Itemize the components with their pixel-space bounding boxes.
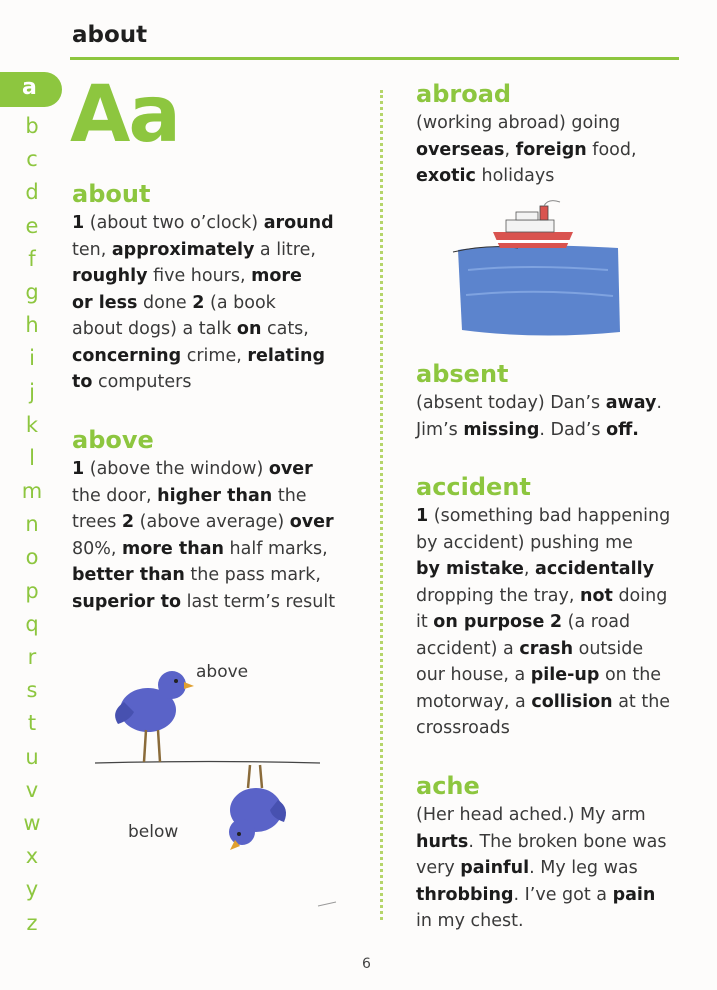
synonym: away — [605, 393, 657, 413]
column-divider — [380, 90, 383, 920]
entry-text: about dogs) a talk — [72, 319, 237, 339]
synonym: on — [236, 319, 262, 339]
synonym: roughly — [72, 266, 148, 286]
entry-text: food, — [586, 139, 637, 160]
entry-body — [416, 503, 670, 742]
entry-text: done — [137, 292, 193, 313]
entry-text: ten, — [72, 239, 112, 260]
entry-line — [72, 343, 334, 370]
entry-text: last term’s result — [181, 591, 336, 612]
entry-text: the — [272, 485, 307, 506]
alphabet-letter-k[interactable]: k — [25, 412, 39, 437]
entry-text: (Her head ached.) My arm — [416, 805, 646, 825]
entry-text: at the — [612, 691, 671, 712]
entry-text: by accident) pushing me — [416, 532, 633, 553]
entry-line — [416, 390, 662, 417]
bird-below-icon — [229, 765, 286, 850]
running-head: about — [72, 22, 148, 48]
entry-line — [416, 855, 667, 882]
alphabet-letter-c[interactable]: c — [26, 147, 38, 172]
entry-text: in my chest. — [416, 911, 524, 931]
entry-text: (something bad happening — [428, 506, 671, 526]
synonym: hurts — [416, 831, 469, 852]
alphabet-letter-v[interactable]: v — [25, 777, 39, 802]
entry-line — [72, 263, 334, 290]
entry-text: motorway, a — [416, 691, 532, 712]
synonym: more than — [122, 538, 224, 559]
headword: about — [72, 180, 151, 208]
alphabet-letter-r[interactable]: r — [27, 645, 37, 669]
alphabet-letter-j[interactable]: j — [29, 379, 35, 404]
entry-above — [72, 424, 335, 615]
entry-line — [416, 417, 662, 444]
synonym: pain — [612, 884, 656, 905]
entry-line — [416, 556, 670, 583]
ship-illustration — [448, 200, 628, 340]
alphabet-letter-q[interactable]: q — [25, 611, 39, 636]
entry-line — [416, 137, 637, 164]
entry-body — [416, 390, 662, 443]
alphabet-letter-x[interactable]: x — [25, 844, 39, 869]
entry-line — [416, 802, 667, 829]
synonym: concerning — [72, 345, 182, 366]
entry-line — [416, 503, 670, 530]
entry-text: the door, — [72, 485, 158, 506]
entry-line — [416, 829, 667, 856]
entry-line — [416, 530, 670, 557]
alphabet-tab-letter: a — [22, 75, 37, 100]
synonym: accidentally — [535, 559, 655, 579]
alphabet-letter-s[interactable]: s — [26, 678, 38, 703]
entry-text: (above the window) — [84, 459, 269, 479]
headword: ache — [416, 772, 480, 800]
entry-line — [416, 110, 637, 137]
alphabet-letter-p[interactable]: p — [25, 578, 39, 603]
entry-line — [72, 316, 334, 343]
entry-text: crossroads — [416, 718, 510, 738]
entry-text: five hours, — [147, 266, 252, 286]
synonym: better than — [72, 565, 185, 585]
alphabet-letter-i[interactable]: i — [29, 346, 35, 371]
entry-text: a litre, — [254, 239, 316, 260]
entry-text: doing — [612, 585, 668, 606]
entry-text: holidays — [475, 166, 555, 186]
entry-text: (absent today) Dan’s — [416, 393, 606, 413]
synonym: approximately — [111, 239, 255, 260]
entry-line — [416, 636, 670, 663]
synonym: higher than — [157, 485, 273, 506]
entry-text: cats, — [261, 319, 309, 339]
synonym: over — [289, 512, 334, 532]
alphabet-letter-e[interactable]: e — [25, 213, 39, 238]
synonym: not — [580, 585, 613, 606]
entry-text: . — [656, 393, 662, 413]
synonym: or less — [72, 292, 138, 313]
alphabet-letter-d[interactable]: d — [25, 180, 39, 205]
entry-line — [72, 237, 334, 264]
entry-text: . I’ve got a — [513, 884, 613, 905]
entry-text: Jim’s — [416, 419, 464, 440]
alphabet-tab-active[interactable] — [0, 72, 62, 107]
alphabet-letter-f[interactable]: f — [28, 246, 36, 271]
section-letter: Aa — [70, 70, 180, 160]
entry-text: (a road — [562, 612, 631, 632]
entry-body — [416, 802, 667, 935]
entry-text: it — [416, 612, 434, 632]
synonym: missing — [463, 419, 540, 440]
synonym: over — [268, 459, 313, 479]
synonym: exotic — [416, 166, 476, 186]
birds-illustration — [90, 650, 340, 920]
entry-accident — [416, 471, 670, 742]
alphabet-letter-z[interactable]: z — [26, 910, 38, 935]
entry-line — [416, 609, 670, 636]
entry-text: (above average) — [134, 512, 290, 532]
entry-text: trees — [72, 512, 122, 532]
alphabet-index — [14, 110, 50, 940]
entry-line — [72, 210, 334, 237]
entry-line — [72, 483, 335, 510]
entry-body — [72, 456, 335, 615]
label-above: above — [196, 662, 249, 682]
entry-text: the pass mark, — [184, 565, 321, 585]
entry-line — [72, 290, 334, 317]
entry-line — [416, 715, 670, 742]
entry-text: computers — [92, 372, 192, 392]
alphabet-letter-n[interactable]: n — [25, 512, 39, 537]
synonym: 2 — [121, 512, 135, 532]
headword: abroad — [416, 80, 512, 108]
synonym: relating — [247, 345, 326, 366]
synonym: overseas — [416, 139, 505, 160]
alphabet-letter-b[interactable]: b — [25, 114, 39, 138]
alphabet-letter-h[interactable]: h — [25, 313, 39, 338]
entry-line — [72, 456, 335, 483]
synonym: foreign — [515, 139, 587, 160]
label-below: below — [128, 822, 179, 842]
synonym: crash — [519, 638, 574, 659]
page-number: 6 — [362, 956, 371, 972]
alphabet-letter-y[interactable]: y — [25, 877, 39, 902]
entry-text: . Dad’s — [539, 419, 607, 440]
alphabet-letter-m[interactable]: m — [21, 479, 43, 504]
synonym: 1 — [72, 459, 85, 479]
entry-text: very — [416, 858, 461, 878]
bird-above-icon — [115, 671, 194, 762]
above-below-illustration — [90, 650, 340, 920]
entry-line — [416, 583, 670, 610]
entry-text: outside — [573, 638, 644, 659]
alphabet-letter-l[interactable]: l — [29, 445, 35, 470]
alphabet-letter-u[interactable]: u — [25, 744, 39, 769]
synonym: pile-up — [530, 665, 600, 685]
synonym: 2 — [549, 612, 563, 632]
entry-ache — [416, 770, 667, 935]
entry-text: (about two o’clock) — [84, 213, 264, 233]
entry-text: half marks, — [223, 538, 328, 559]
synonym: 1 — [416, 506, 429, 526]
synonym: collision — [531, 691, 613, 712]
alphabet-letter-g[interactable]: g — [25, 279, 39, 304]
synonym: 2 — [192, 292, 205, 313]
alphabet-letter-t[interactable]: t — [27, 711, 37, 736]
entry-line — [416, 882, 667, 909]
entry-text: crime, — [181, 345, 248, 366]
entry-text: accident) a — [416, 638, 520, 659]
entry-line — [416, 908, 667, 935]
synonym: around — [263, 213, 334, 233]
entry-body — [416, 110, 637, 190]
synonym: superior to — [72, 591, 182, 612]
entry-about — [72, 178, 334, 396]
headword: above — [72, 426, 154, 454]
alphabet-letter-w[interactable]: w — [23, 810, 41, 835]
entry-line — [72, 589, 335, 616]
entry-line — [416, 163, 637, 190]
synonym: more — [251, 266, 302, 286]
entry-line — [72, 536, 335, 563]
entry-text: (a book — [204, 292, 276, 313]
entry-text: (working abroad) going — [416, 113, 621, 133]
entry-abroad — [416, 78, 637, 190]
entry-text: 80%, — [72, 538, 123, 559]
entry-text: on the — [599, 665, 662, 685]
synonym: by mistake — [416, 559, 524, 579]
entry-body — [72, 210, 334, 396]
synonym: off. — [606, 419, 639, 440]
entry-absent — [416, 358, 662, 443]
headword: accident — [416, 473, 531, 501]
entry-text: , — [523, 559, 536, 579]
entry-line — [72, 509, 335, 536]
synonym: painful — [460, 858, 530, 878]
entry-text: our house, a — [416, 665, 531, 685]
headword: absent — [416, 360, 509, 388]
entry-line — [72, 562, 335, 589]
entry-text: , — [504, 139, 516, 160]
entry-text: dropping the tray, — [416, 585, 581, 606]
alphabet-letter-o[interactable]: o — [25, 545, 39, 570]
header-rule — [70, 57, 679, 60]
entry-line — [72, 369, 334, 396]
entry-text: . The broken bone was — [468, 831, 667, 852]
synonym: 1 — [72, 213, 85, 233]
synonym: throbbing — [416, 884, 514, 905]
entry-text: . My leg was — [529, 858, 638, 878]
entry-line — [416, 662, 670, 689]
ship-icon — [448, 200, 628, 340]
entry-line — [416, 689, 670, 716]
synonym: on purpose — [433, 612, 545, 632]
synonym: to — [72, 372, 93, 392]
